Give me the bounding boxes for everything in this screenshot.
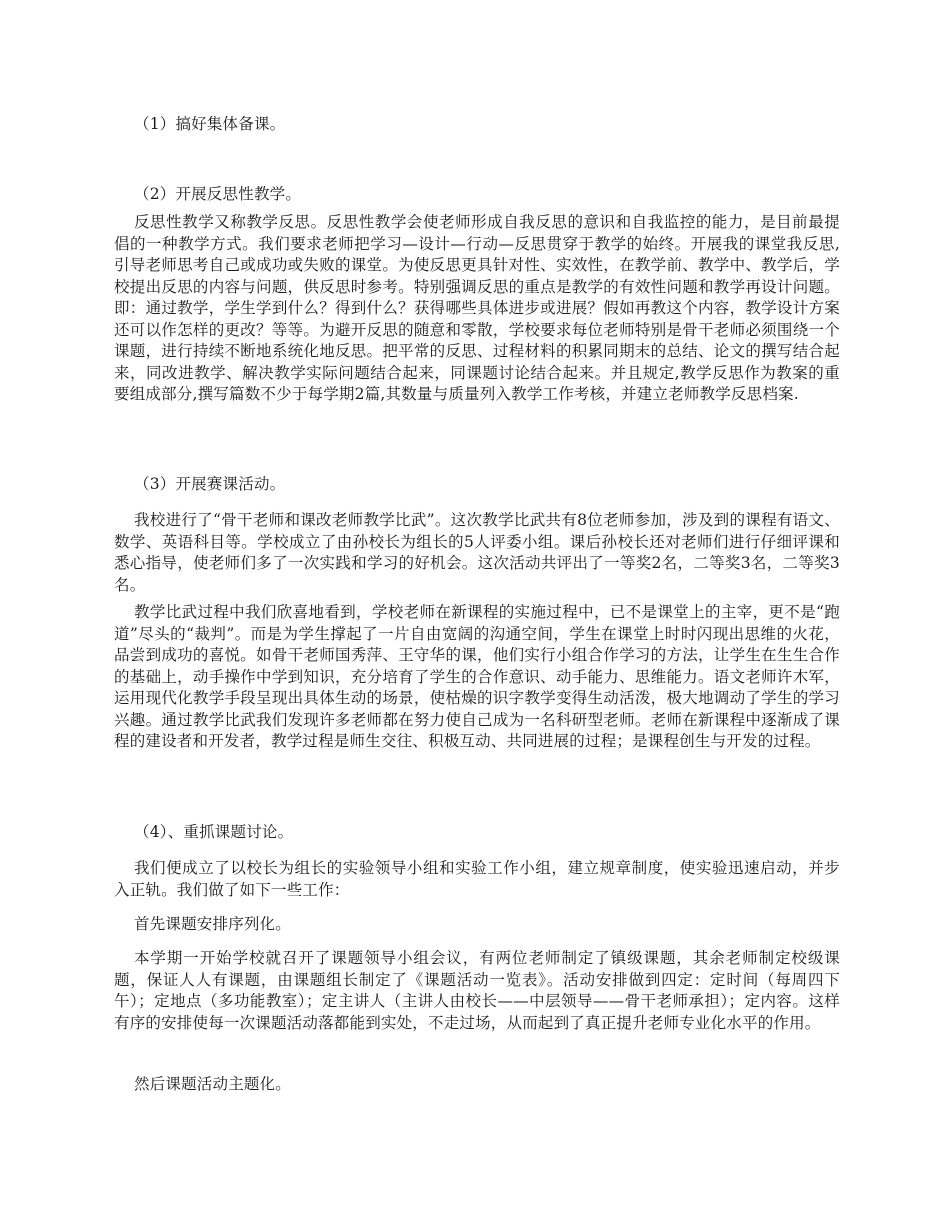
- section-heading-lesson-competition: （3）开展赛课活动。: [134, 475, 286, 493]
- paragraph-research-group: 我们便成立了以校长为组长的实验领导小组和实验工作小组，建立规章制度，使实验迅速启动，并步入正轨。我们做了如下一些工作：: [114, 859, 840, 899]
- paragraph-then-step: 然后课题活动主题化。: [134, 1075, 292, 1093]
- section-heading-collective-lesson-prep: （1）搞好集体备课。: [134, 115, 286, 133]
- paragraph-reflective-teaching: 反思性教学又称教学反思。反思性教学会使老师形成自我反思的意识和自我监控的能力，是目前最提倡的一种教学方式。我们要求老师把学习—设计—行动—反思贯穿于教学的始终。开展我的课堂我反思,引导老师思考自己或成功或失败的课堂。为使反思更具针对性、实效性，在教学前、教学中、教学后，学校提出反思的内容与问题，供反思时参考。特别强调反思的重点是教学的有效性问题和教学再设计问题。即：通过教学，学生学到什么？得到什么？获得哪些具体进步或进展？假如再教这个内容，教学设计方案还可以作怎样的更改？等等。为避开反思的随意和零散，学校要求每位老师特别是骨干老师必须围绕一个课题，进行持续不断地系统化地反思。把平常的反思、过程材料的积累同期末的总结、论文的撰写结合起来，同改进教学、解决教学实际问题结合起来，同课题讨论结合起来。并且规定,教学反思作为教案的重要组成部分,撰写篇数不少于每学期2篇,其数量与质量列入教学工作考核，并建立老师教学反思档案.: [114, 213, 840, 403]
- paragraph-first-step: 首先课题安排序列化。: [134, 915, 292, 933]
- section-heading-reflective-teaching: （2）开展反思性教学。: [134, 185, 302, 203]
- paragraph-schedule: 本学期一开始学校就召开了课题领导小组会议，有两位老师制定了镇级课题，其余老师制定校级课题，保证人人有课题，由课题组长制定了《课题活动一览表》。活动安排做到四定：定时间（每周四下午）；定地点（多功能教室）；定主讲人（主讲人由校长——中层领导——骨干老师承担）；定内容。这样有序的安排使每一次课题活动落都能到实处，不走过场，从而起到了真正提升老师专业化水平的作用。: [114, 949, 840, 1032]
- paragraph-competition-observation: 教学比武过程中我们欣喜地看到，学校老师在新课程的实施过程中，已不是课堂上的主宰，更不是“跑道”尽头的“裁判”。而是为学生撑起了一片自由宽阔的沟通空间，学生在课堂上时时闪现出思维的火花，品尝到成功的喜悦。如骨干老师国秀萍、王守华的课，他们实行小组合作学习的方法，让学生在生生合作的基础上，动手操作中学到知识，充分培育了学生的合作意识、动手能力、思维能力。语文老师许木军，运用现代化教学手段呈现出具体生动的场景，使枯燥的识字教学变得生动活泼，极大地调动了学生的学习兴趣。通过教学比武我们发现许多老师都在努力使自己成为一名科研型老师。老师在新课程中逐渐成了课程的建设者和开发者，教学过程是师生交往、积极互动、共同进展的过程；是课程创生与开发的过程。: [114, 603, 840, 750]
- paragraph-competition: 我校进行了“骨干老师和课改老师教学比武”。这次教学比武共有8位老师参加，涉及到的课程有语文、数学、英语科目等。学校成立了由孙校长为组长的5人评委小组。课后孙校长还对老师们进行仔细评课和悉心指导，使老师们多了一次实践和学习的好机会。这次活动共评出了一等奖2名，二等奖3名，二等奖3名。: [114, 511, 840, 594]
- section-heading-research-topics: （4）、重抓课题讨论。: [134, 823, 294, 841]
